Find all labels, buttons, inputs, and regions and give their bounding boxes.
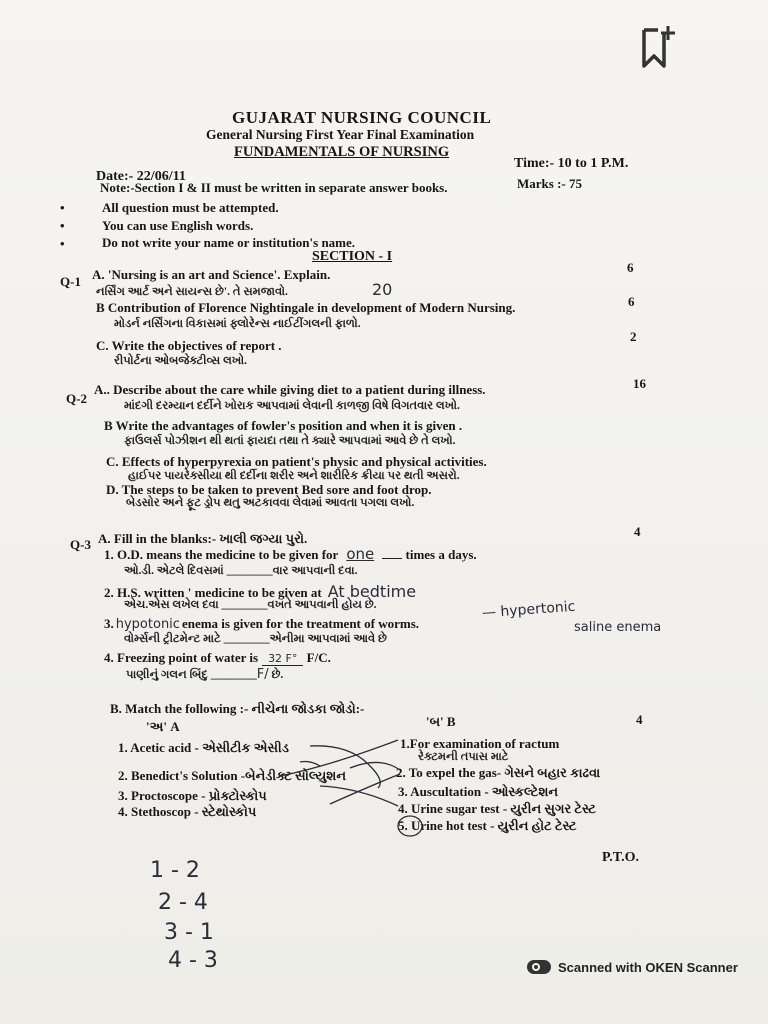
q1-c-gujarati: રીપોર્ટના ઓબજેક્ટીવ્સ લખો. xyxy=(114,355,247,367)
q1-c: C. Write the objectives of report . xyxy=(96,338,282,353)
match-col-a-heading: 'અ' A xyxy=(146,719,180,734)
q2-marks: 16 xyxy=(633,376,646,391)
hand-answer-1: 1 - 2 xyxy=(150,858,200,883)
match-b-2: 2. To expel the gas- ગેસને બહાર કાઢવા xyxy=(396,765,601,780)
q3-item-2: 2. H.S. written ' medicine to be given at At bedtime xyxy=(104,582,417,601)
match-a-2: 2. Benedict's Solution -બેનેડીક્ટ સોલ્યુશન xyxy=(118,768,347,783)
q3-item-1-gujarati: ઓ.ડી. એટલે દિવસમાં ________વાર આપવાની દવા. xyxy=(124,565,358,577)
match-b-4: 4. Urine sugar test - યુરીન સુગર ટેસ્ટ xyxy=(398,801,596,816)
section-heading: SECTION - I xyxy=(312,249,393,264)
bookmark-plus-icon[interactable] xyxy=(640,24,676,72)
q3-a-marks: 4 xyxy=(634,524,641,539)
q1-b: B Contribution of Florence Nightingale in development of Modern Nursing. xyxy=(96,300,516,315)
q2-a-gujarati: માંદગી દરમ્યાન દર્દીને ખોરાક આપવામાં લેવાની કાળજી વિષે વિગતવાર લખો. xyxy=(124,400,460,412)
q3-label: Q-3 xyxy=(70,537,91,552)
q3-item-4-gujarati: પાણીનું ગલન બિંદુ ________F/ છે. xyxy=(126,667,284,682)
handwritten-match-lines xyxy=(260,726,440,846)
q3-a: A. Fill in the blanks:- ખાલી જગ્યા પુરો. xyxy=(98,531,308,546)
scanner-watermark xyxy=(526,958,738,976)
scanner-logo-icon xyxy=(526,958,552,976)
exam-paper: GUJARAT NURSING COUNCIL General Nursing First Year Final Examination FUNDAMENTALS OF NURSING Date:- 22/06/11 Time:- 10 to 1 P.M. Marks :- 75 Note:-Section I & II must be written in separate answer books. • All question must be attempted. • You can use English words. • Do not write your name or institution's name. SECTION - I Q-1 A. 'Nursing is an art and Science'. Explain. 6 નર્સિંગ આર્ટ અને સાયન્સ છે'. તે સમજાવો. 20 B Contribution of Florence Nightingale in development of Modern Nursing. 6 મોડર્ન નર્સિંગના વિકાસમાં ફ્લોરેન્સ નાઈટીંગલની ફાળો. C. Write the objectives of report . 2 રીપોર્ટના ઓબજેક્ટીવ્સ લખો. Q-2 A.. Describe about the care while giving diet to a patient during illness. 16 માંદગી દરમ્યાન દર્દીને ખોરાક આપવામાં લેવાની કાળજી વિષે વિગતવાર લખો. B Write the advantages of fowler's position and when it is given . ફાઉલર્સ પોઝીશન થી થતાં ફાયદા તથા તે ક્યારે આપવામાં આવે છે તે લખો. C. Effects of hyperpyrexia on patient's physic and physical activities. હાઈપર પાયરેક્સીયા થી દર્દીના શરીર અને શારીરિક ક્રીયા પર થતી અસરો. D. The steps to be taken to prevent Bed sore and foot drop. બેડસોર અને ફૂટ ડ્રોપ થતુ અટકાવવા લેવામાં આવતા પગલા લખો. Q-3 A. Fill in the blanks:- ખાલી જગ્યા પુરો. 4 1. O.D. means the medicine to be given for one times a days. ઓ.ડી. એટલે દિવસમાં ________વાર આપવાની દવા. 2. H.S. written ' medicine to be given at At bedtime એચ.એસ લખેલ દવા ________વખતે આપવાની હોય છે. 3. hypotonic enema is given for the treatment of worms. — hypertonic saline enema વોર્મ્સની ટ્રીટમેન્ટ માટે ________એનીમા આપવામાં આવે છે 4. Freezing point of water is 32 F° F/C. પાણીનું ગલન બિંદુ ________F/ છે. B. Match the following :- નીચેના જોડકા જોડો:- 4 'અ' A 'બ' B 1. Acetic acid - એસીટીક એસીડ 2. Benedict's Solution -બેનેડીક્ટ સોલ્યુશન 3. Proctoscope - પ્રોક્ટોસ્કોપ 4. Stethoscop - સ્ટેથોસ્કોપ 1.For examination of ractum રેક્ટમની તપાસ માટે 2. To expel the gas- ગેસને બહાર કાઢવા 3. Auscultation - ઓસ્કલ્ટેશન 4. Urine sugar test - યુરીન સુગર ટેસ્ટ 5. Urine hot test - યુરીન હોટ ટેસ્ટ 1 - 2 2 - 4 3 - 1 4 - 3 P.T.O. Scanned with OKEN Scanner xyxy=(0,0,768,1024)
exam-marks: Marks :- 75 xyxy=(517,176,582,191)
instruction-3: Do not write your name or institution's name. xyxy=(102,235,356,250)
instruction-1: All question must be attempted. xyxy=(102,200,279,215)
match-b-5: 5. Urine hot test - યુરીન હોટ ટેસ્ટ xyxy=(398,818,577,833)
pto-label: P.T.O. xyxy=(602,850,639,865)
q2-c: C. Effects of hyperpyrexia on patient's physic and physical activities. xyxy=(106,454,487,469)
q2-d: D. The steps to be taken to prevent Bed sore and foot drop. xyxy=(106,482,432,497)
match-a-3: 3. Proctoscope - પ્રોક્ટોસ્કોપ xyxy=(118,788,267,803)
q1-c-marks: 2 xyxy=(630,329,637,344)
hand-answer-2: 2 - 4 xyxy=(158,890,208,915)
q3-item-3-side-note: — hypertonic xyxy=(481,598,576,622)
council-title: GUJARAT NURSING COUNCIL xyxy=(232,108,492,127)
q3-item-1: 1. O.D. means the medicine to be given for one times a days. xyxy=(104,545,477,563)
match-a-4: 4. Stethoscop - સ્ટેથોસ્કોપ xyxy=(118,804,257,819)
q3-item-2-gujarati: એચ.એસ લખેલ દવા ________વખતે આપવાની હોય છે. xyxy=(124,599,377,611)
q1-a-marks: 6 xyxy=(627,260,634,275)
q3-item-2-answer: At bedtime xyxy=(327,582,417,601)
q3-item-3-side-note-2: saline enema xyxy=(574,620,662,635)
q1-a-gujarati: નર્સિંગ આર્ટ અને સાયન્સ છે'. તે સમજાવો. xyxy=(96,286,288,298)
exam-time: Time:- 10 to 1 P.M. xyxy=(514,156,629,171)
match-b-1: 1.For examination of ractum xyxy=(400,736,560,751)
q2-d-gujarati: બેડસોર અને ફૂટ ડ્રોપ થતુ અટકાવવા લેવામાં આવતા પગલા લખો. xyxy=(126,497,415,509)
q3-item-1-answer: one xyxy=(346,545,375,563)
q1-b-marks: 6 xyxy=(628,294,635,309)
match-b-3: 3. Auscultation - ઓસ્કલ્ટેશન xyxy=(398,784,559,799)
match-b-1-gujarati: રેક્ટમની તપાસ માટે xyxy=(418,751,509,763)
hand-answer-4: 4 - 3 xyxy=(168,948,218,973)
exam-date: Date:- 22/06/11 xyxy=(96,169,186,184)
q3-item-3-answer: hypotonic xyxy=(115,617,180,632)
q2-c-gujarati: હાઈપર પાયરેક્સીયા થી દર્દીના શરીર અને શારીરિક ક્રીયા પર થતી અસરો. xyxy=(128,470,460,482)
q3-item-4-answer: 32 F° xyxy=(262,652,303,666)
q1-a-handwritten: 20 xyxy=(372,280,393,299)
match-col-b-heading: 'બ' B xyxy=(426,714,456,729)
q1-a: A. 'Nursing is an art and Science'. Explain. xyxy=(92,267,331,282)
q1-label: Q-1 xyxy=(60,274,81,289)
q1-b-gujarati: મોડર્ન નર્સિંગના વિકાસમાં ફ્લોરેન્સ નાઈટીંગલની ફાળો. xyxy=(114,318,361,330)
match-a-1: 1. Acetic acid - એસીટીક એસીડ xyxy=(118,740,289,755)
q2-b-gujarati: ફાઉલર્સ પોઝીશન થી થતાં ફાયદા તથા તે ક્યારે આપવામાં આવે છે તે લખો. xyxy=(124,435,456,447)
q3-item-3: 3. hypotonic enema is given for the treatment of worms. xyxy=(104,616,420,632)
subject-title: FUNDAMENTALS OF NURSING xyxy=(234,144,450,160)
scanner-text: Scanned with OKEN Scanner xyxy=(558,959,738,975)
exam-note: Note:-Section I & II must be written in separate answer books. xyxy=(100,180,448,195)
q3-item-3-gujarati: વોર્મ્સની ટ્રીટમેન્ટ માટે ________એનીમા આપવામાં આવે છે xyxy=(124,633,387,645)
exam-title: General Nursing First Year Final Examination xyxy=(206,127,475,142)
q2-b: B Write the advantages of fowler's position and when it is given . xyxy=(104,418,463,433)
instruction-2: You can use English words. xyxy=(102,218,254,233)
q2-label: Q-2 xyxy=(66,391,87,406)
q3-b: B. Match the following :- નીચેના જોડકા જોડો:- xyxy=(110,701,365,716)
q3-item-4: 4. Freezing point of water is 32 F° F/C. xyxy=(104,650,331,665)
q2-a: A.. Describe about the care while giving diet to a patient during illness. xyxy=(94,382,486,397)
hand-answer-3: 3 - 1 xyxy=(164,920,214,945)
q3-b-marks: 4 xyxy=(636,712,643,727)
